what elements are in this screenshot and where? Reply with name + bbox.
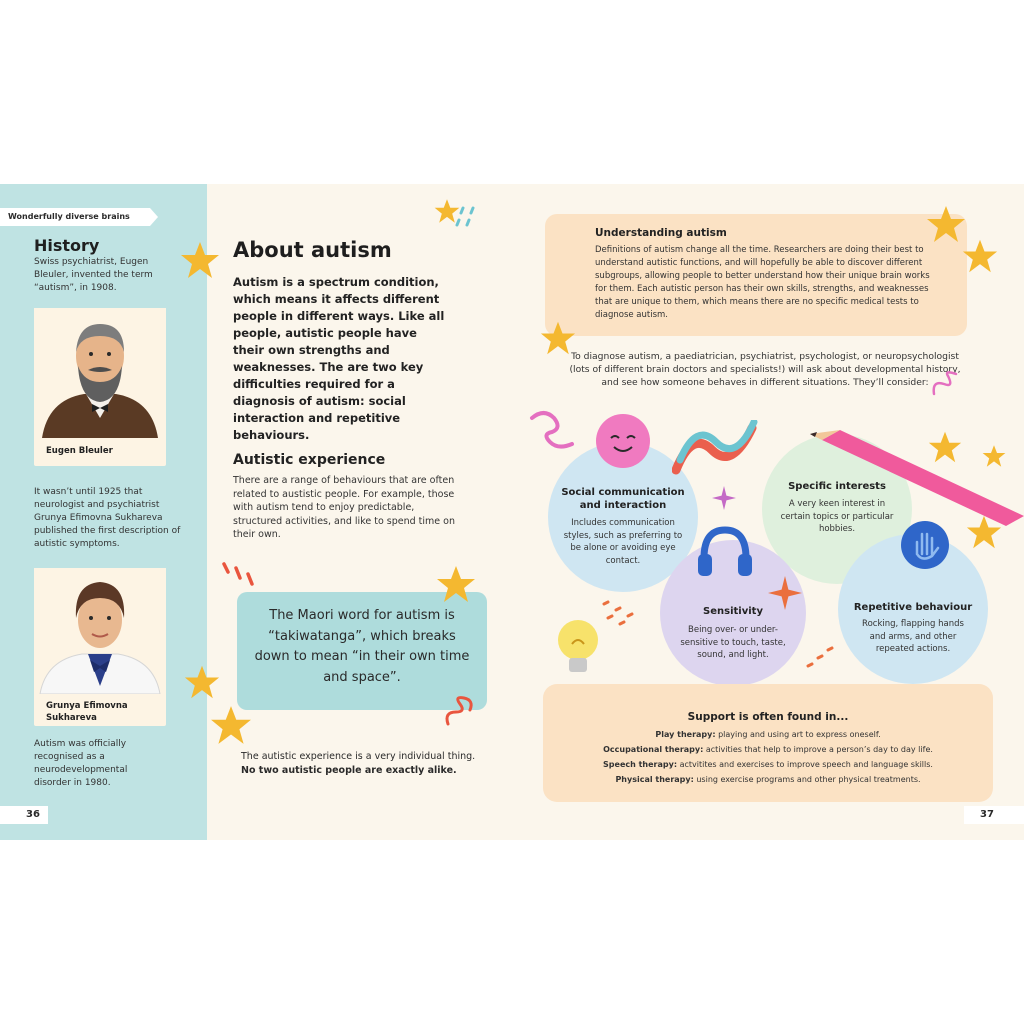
- sparkle-icon: [768, 576, 802, 610]
- squiggle-icon: [440, 694, 480, 734]
- portrait-name-sukhareva: Grunya Efimovna Sukhareva: [46, 701, 128, 723]
- support-text: playing and using art to express oneself.: [715, 730, 881, 739]
- star-icon: [966, 514, 1002, 550]
- support-label: Play therapy:: [655, 730, 716, 739]
- closing-plain: The autistic experience is a very individual thing.: [241, 751, 476, 762]
- bubble-sensitivity-title: Sensitivity: [703, 606, 763, 617]
- about-autism-body: Autism is a spectrum condition, which means it affects different people in different ways. Like all people, autistic people have their own strengths and weaknesses. The are two key difficulties required for a diagnosis of autism: social interaction and repetitive behaviours.: [233, 275, 445, 442]
- ribbon-icon: [672, 420, 758, 480]
- closing-text: [241, 750, 481, 777]
- support-item-physical: [543, 775, 993, 784]
- autistic-experience-title: Autistic experience: [233, 452, 386, 468]
- support-text: using exercise programs and other physical treatments.: [693, 775, 921, 784]
- star-icon: [184, 664, 220, 700]
- portrait-card-sukhareva: [34, 568, 166, 726]
- star-icon: [926, 204, 966, 244]
- swirl-icon: [528, 406, 580, 458]
- history-end: Autism was officially recognised as a neurodevelopmental disorder in 1980.: [34, 739, 128, 788]
- headphones-icon: [694, 522, 756, 584]
- autistic-experience-body: There are a range of behaviours that are often related to austistic people. For example, those with autism tend to enjoy predictable, structured activities, and like to spend time on their own.: [233, 475, 455, 540]
- star-icon: [982, 444, 1006, 468]
- history-title: History: [34, 236, 100, 255]
- bubble-repetitive-title: Repetitive behaviour: [853, 602, 973, 613]
- book-spread: [0, 184, 1024, 840]
- support-item-occupational: [543, 745, 993, 754]
- support-box: [543, 684, 993, 802]
- support-text: actvitites and exercises to improve speech and language skills.: [677, 760, 933, 769]
- understanding-title: Understanding autism: [595, 227, 727, 239]
- sukhareva-portrait-image: [34, 568, 166, 694]
- dash-marks-icon: [600, 598, 650, 638]
- portrait-name-bleuler: Eugen Bleuler: [46, 446, 113, 456]
- support-text: activities that help to improve a person’s day to day life.: [703, 745, 933, 754]
- sparkle-icon: [712, 486, 736, 510]
- lightbulb-icon: [548, 614, 608, 684]
- star-icon: [210, 704, 252, 746]
- dash-marks-icon: [455, 204, 485, 234]
- support-title: Support is often found in...: [687, 711, 849, 723]
- closing-bold: No two autistic people are exactly alike.: [241, 764, 457, 776]
- star-icon: [436, 564, 476, 604]
- bubble-sensitivity-text: Being over- or under-sensitive to touch, taste, sound, and light.: [680, 625, 786, 660]
- dash-marks-icon: [218, 560, 268, 600]
- support-label: Speech therapy:: [603, 760, 678, 769]
- page-number-left: 36: [0, 806, 48, 824]
- understanding-body: Definitions of autism change all the time. Researchers are doing their best to understand autistic functions, and will hopefully be able to discover different subgroups, allowing people to better understand how their unique brain works for them. Each autistic person has their own skills, strengths, and weaknesses that are unique to them, which means there are no specific medical tests to diagnose autism.: [595, 245, 930, 320]
- squiggle-icon: [930, 370, 960, 400]
- bleuler-portrait-image: [34, 308, 166, 438]
- star-icon: [540, 320, 576, 356]
- history-intro: Swiss psychiatrist, Eugen Bleuler, invented the term “autism”, in 1908.: [34, 257, 153, 293]
- portrait-card-bleuler: [34, 308, 166, 466]
- history-mid: It wasn’t until 1925 that neurologist and psychiatrist Grunya Efimovna Sukhareva published the first description of autistic symptoms.: [34, 487, 181, 549]
- star-icon: [962, 238, 998, 274]
- diagnose-text: To diagnose autism, a paediatrician, psychiatrist, psychologist, or neuropsychologist (lots of different brain doctors and specialists!) will ask about developmental history, and see how someone behaves in different situations. They’ll consider:: [569, 351, 961, 388]
- section-tab: Wonderfully diverse brains: [0, 208, 150, 226]
- bubble-interests-text: A very keen interest in certain topics or particular hobbies.: [780, 499, 894, 534]
- support-item-speech: [543, 760, 993, 769]
- bubble-social-text: Includes communication styles, such as preferring to be alone or avoiding eye contact.: [563, 518, 683, 566]
- star-icon: [180, 240, 220, 280]
- about-autism-title: About autism: [233, 238, 392, 262]
- bubble-social-title: Social communication and interaction: [561, 487, 685, 511]
- quote-text: The Maori word for autism is “takiwatanga”, which breaks down to mean “in their own time and space”.: [254, 608, 470, 685]
- star-icon: [928, 430, 962, 464]
- support-label: Physical therapy:: [615, 775, 694, 784]
- page-number-right: 37: [964, 806, 1024, 824]
- smiley-face-icon: [594, 412, 652, 470]
- support-item-play: [543, 730, 993, 739]
- dash-marks-icon: [804, 640, 844, 676]
- bubble-repetitive-text: Rocking, flapping hands and arms, and other repeated actions.: [862, 619, 964, 654]
- bubble-interests-title: Specific interests: [788, 481, 886, 492]
- pencil-icon: [810, 418, 1024, 528]
- support-label: Occupational therapy:: [603, 745, 704, 754]
